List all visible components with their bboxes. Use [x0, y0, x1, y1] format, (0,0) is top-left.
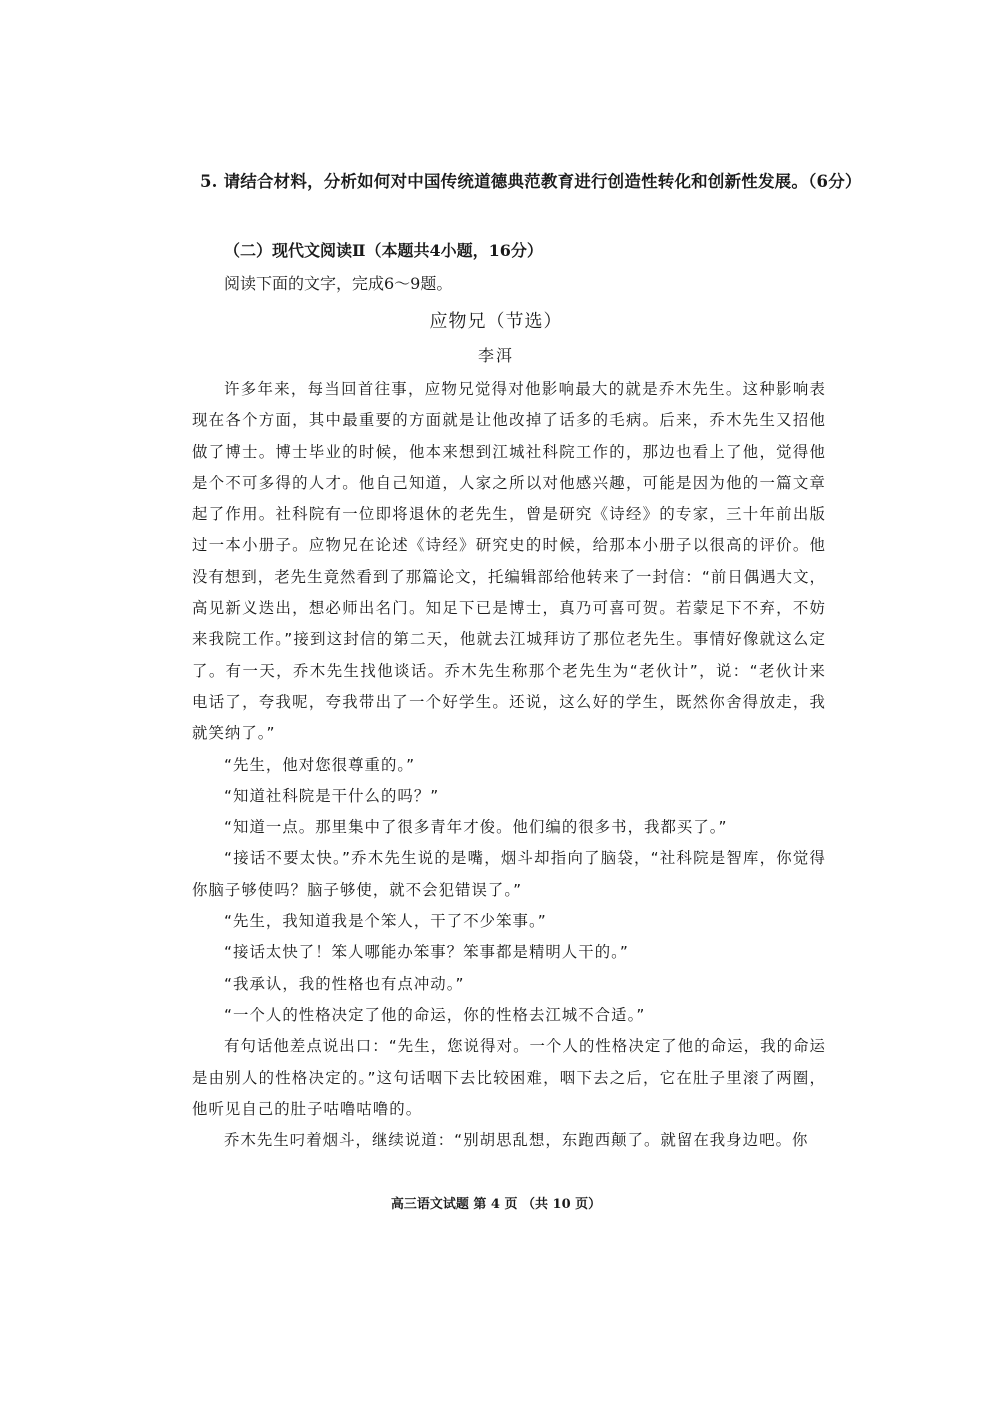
article-paragraph: “先生，他对您很尊重的。”	[224, 755, 416, 774]
article-paragraph: 许多年来，每当回首往事，应物兄觉得对他影响最大的就是乔木先生。这种影响表现在各个方面，其中最重要的方面就是让他改掉了话多的毛病。后来，乔木先生又招他做了博士。博士毕业的时候，他本来想到江城社科院工作的，那边也看上了他，觉得他是个不可多得的人才。他自己知道，人家之所以对他感兴趣，可能是因为他的一篇文章起了作用。社科院有一位即将退休的老先生，曾是研究《诗经》的专家，三十年前出版过一本小册子。应物兄在论述《诗经》研究史的时候，给那本小册子以很高的评价。他没有想到，老先生竟然看到了那篇论文，托编辑部给他转来了一封信：“前日偶遇大文，高见新义迭出，想必师出名门。知足下已是博士，真乃可喜可贺。若蒙足下不弃，不妨来我院工作。”接到这封信的第二天，他就去江城拜访了那位老先生。事情好像就这么定了。有一天，乔木先生找他谈话。乔木先生称那个老先生为“老伙计”，说：“老伙计来电话了，夸我呢，夸我带出了一个好学生。还说，这么好的学生，既然你舍得放走，我就笑纳了。”	[192, 380, 826, 743]
article-paragraph: 乔木先生叼着烟斗，继续说道：“别胡思乱想，东跑西颠了。就留在我身边吧。你	[224, 1131, 809, 1150]
reading-instructions: 阅读下面的文字，完成6～9题。	[224, 274, 453, 293]
article-title: 应物兄（节选）	[429, 311, 563, 332]
article-body	[192, 374, 826, 1156]
article-paragraph: “知道社科院是干什么的吗？”	[224, 786, 440, 805]
page-footer: 高三语文试题 第 4 页 （共 10 页）	[390, 1197, 602, 1212]
article-paragraph: “我承认，我的性格也有点冲动。”	[224, 974, 465, 993]
article-author: 李洱	[477, 346, 514, 365]
question-5: 5. 请结合材料，分析如何对中国传统道德典范教育进行创造性转化和创新性发展。（6分）	[200, 172, 862, 191]
article-paragraph: “先生，我知道我是个笨人，干了不少笨事。”	[224, 912, 547, 931]
section-heading: （二）现代文阅读Ⅱ（本题共4小题，16分）	[224, 241, 543, 260]
article-paragraph: “接话太快了！笨人哪能办笨事？笨事都是精明人干的。”	[224, 943, 629, 962]
article-paragraph: “一个人的性格决定了他的命运，你的性格去江城不合适。”	[224, 1005, 646, 1024]
article-paragraph: 有句话他差点说出口：“先生，您说得对。一个人的性格决定了他的命运，我的命运是由别人的性格决定的。”这句话咽下去比较困难，咽下去之后，它在肚子里滚了两圈，他听见自己的肚子咕噜咕噜的。	[192, 1037, 826, 1118]
article-paragraph: “接话不要太快。”乔木先生说的是嘴，烟斗却指向了脑袋，“社科院是智库，你觉得你脑子够使吗？脑子够使，就不会犯错误了。”	[192, 849, 826, 899]
article-paragraph: “知道一点。那里集中了很多青年才俊。他们编的很多书，我都买了。”	[224, 818, 728, 837]
